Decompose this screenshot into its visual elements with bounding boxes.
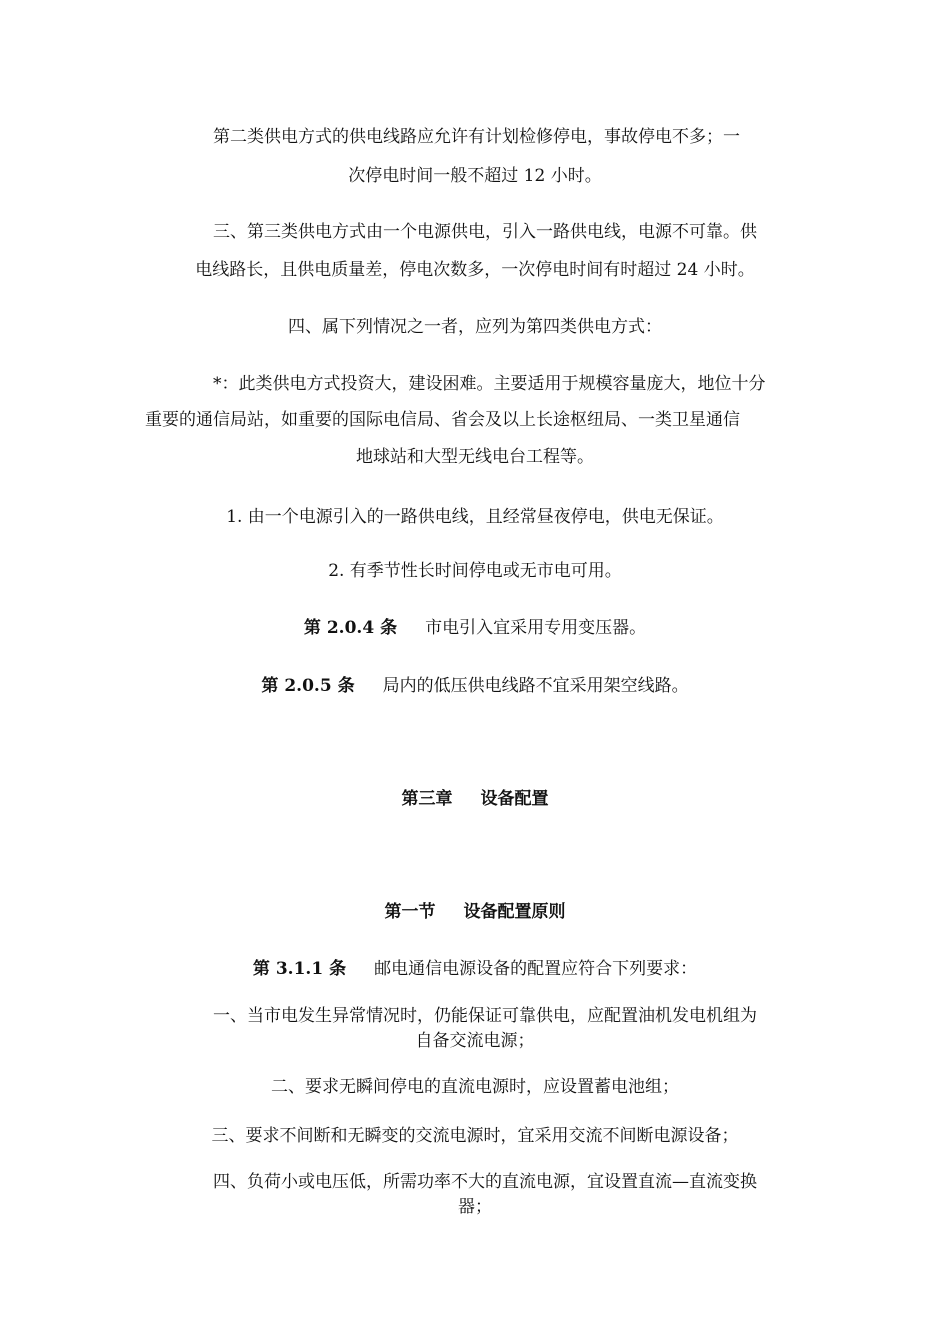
note-line: 地球站和大型无线电台工程等。 <box>356 447 594 467</box>
paragraph-line: 电线路长，且供电质量差，停电次数多，一次停电时间有时超过 24 小时。 <box>195 260 755 280</box>
note-line: 重要的通信局站，如重要的国际电信局、省会及以上长途枢纽局、一类卫星通信 <box>145 410 740 430</box>
article-3-1-1 <box>0 956 950 982</box>
article-2-0-4 <box>0 615 950 641</box>
article-text: 局内的低压供电线路不宜采用架空线路。 <box>382 676 689 696</box>
chapter-heading <box>0 786 950 812</box>
requirement-line: 三、要求不间断和无瞬变的交流电源时，宜采用交流不间断电源设备； <box>211 1126 739 1146</box>
requirement-line: 一、当市电发生异常情况时，仍能保证可靠供电，应配置油机发电机组为 <box>213 1006 757 1026</box>
chapter-title: 设备配置 <box>480 789 549 809</box>
list-item: 1. 由一个电源引入的一路供电线，且经常昼夜停电，供电无保证。 <box>226 507 724 527</box>
requirement-line: 器； <box>458 1197 492 1217</box>
section-title: 设备配置原则 <box>463 902 566 922</box>
article-text: 邮电通信电源设备的配置应符合下列要求： <box>374 959 698 979</box>
paragraph-line: 四、属下列情况之一者，应列为第四类供电方式： <box>288 317 662 337</box>
note-line: *：此类供电方式投资大，建设困难。主要适用于规模容量庞大，地位十分 <box>213 374 766 394</box>
article-2-0-5 <box>0 673 950 699</box>
requirement-line: 四、负荷小或电压低，所需功率不大的直流电源，宜设置直流—直流变换 <box>213 1172 757 1192</box>
article-number: 第 2.0.4 条 <box>303 618 398 638</box>
article-number: 第 3.1.1 条 <box>252 959 347 979</box>
list-item: 2. 有季节性长时间停电或无市电可用。 <box>328 561 622 581</box>
article-number: 第 2.0.5 条 <box>261 676 355 696</box>
paragraph-line: 第二类供电方式的供电线路应允许有计划检修停电，事故停电不多；一 <box>213 127 740 147</box>
section-number: 第一节 <box>384 902 436 922</box>
paragraph-line: 次停电时间一般不超过 12 小时。 <box>348 166 602 186</box>
section-heading <box>0 899 950 925</box>
chapter-number: 第三章 <box>401 789 453 809</box>
requirement-line: 二、要求无瞬间停电的直流电源时，应设置蓄电池组； <box>271 1077 679 1097</box>
requirement-line: 自备交流电源； <box>415 1031 535 1051</box>
article-text: 市电引入宜采用专用变压器。 <box>425 618 647 638</box>
paragraph-line: 三、第三类供电方式由一个电源供电，引入一路供电线，电源不可靠。供 <box>213 222 757 242</box>
